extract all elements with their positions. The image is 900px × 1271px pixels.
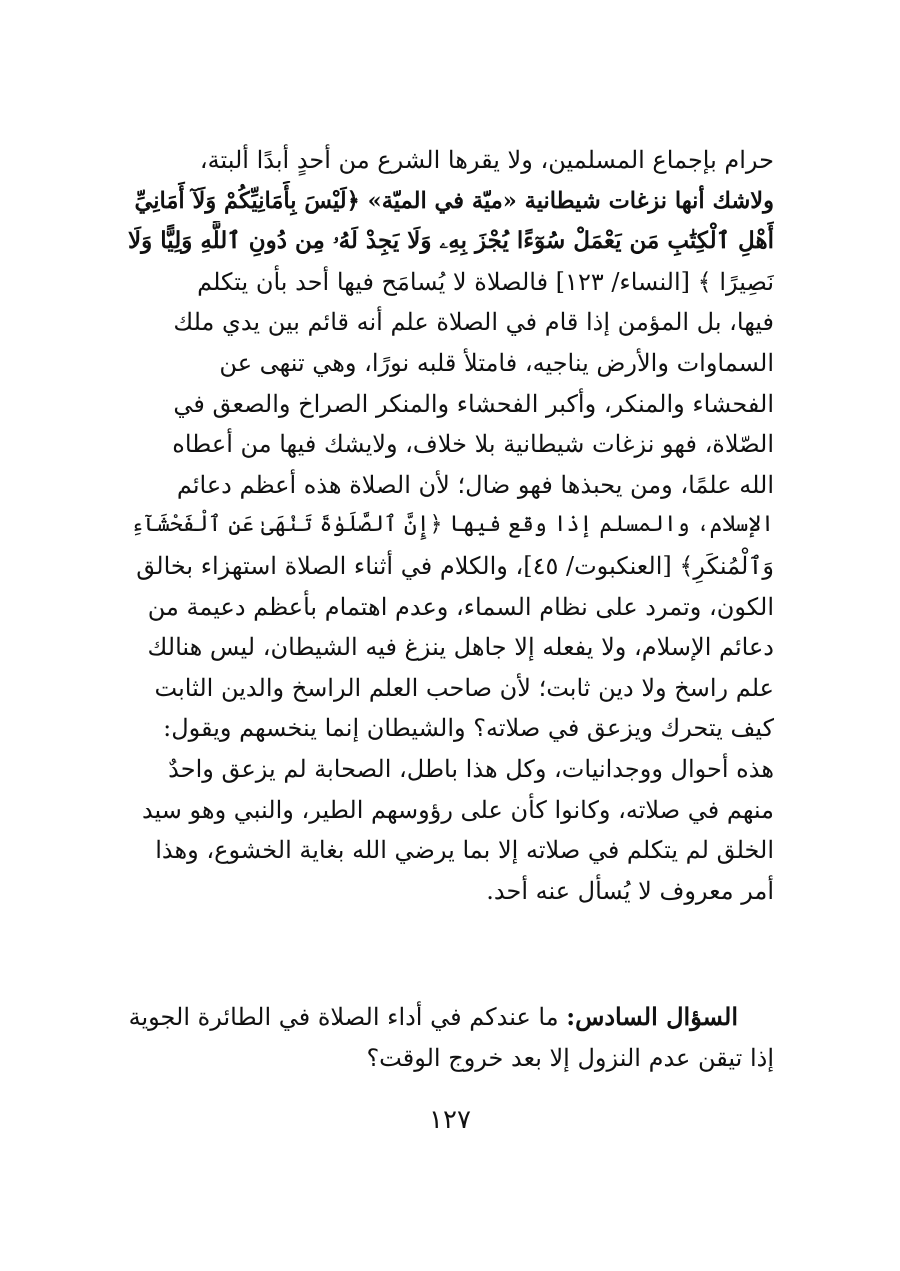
paragraph-line: الإسلام، والمسلم إذا وقع فيها ﴿إِنَّ ٱلصَّلَوٰةَ تَنْهَىٰ عَنِ ٱلْفَحْشَآءِ [130,512,774,538]
paragraph-line: منهم في صلاته، وكانوا كأن على رؤوسهم الطير، والنبي وهو سيد [141,795,774,824]
paragraph-line: الكون، وتمرد على نظام السماء، وعدم اهتمام بأعظم دعيمة من [147,592,774,621]
question-line-2: إذا تيقن عدم النزول إلا بعد خروج الوقت؟ [366,1043,774,1072]
paragraph-line: أَهْلِ ٱلْكِتَٰبِ مَن يَعْمَلْ سُوٓءًا يُجْزَ بِهِۦ وَلَا يَجِدْ لَهُۥ مِن دُونِ ٱللَّهِ وَلِيًّا وَلَا [128,227,774,255]
paragraph-line: الفحشاء والمنكر، وأكبر الفحشاء والمنكر الصراخ والصعق في [173,389,774,418]
paragraph-line: الصّلاة، فهو نزغات شيطانية بلا خلاف، ولايشك فيها من أعطاه [172,430,774,459]
paragraph-line: الله علمًا، ومن يحبذها فهو ضال؛ لأن الصلاة هذه أعظم دعائم [176,470,774,499]
paragraph-line: ولاشك أنها نزغات شيطانية «ميّة في الميّة» ﴿لَيْسَ بِأَمَانِيِّكُمْ وَلَآ أَمَانِيِّ [134,187,774,214]
paragraph-line: حرام بإجماع المسلمين، ولا يقرها الشرع من أحدٍ أبدًا ألبتة، [199,146,774,174]
paragraph-line: علم راسخ ولا دين ثابت؛ لأن صاحب العلم الراسخ والدين الثابت [154,673,774,702]
paragraph-line: هذه أحوال ووجدانيات، وكل هذا باطل، الصحابة لم يزعق واحدٌ [168,754,774,783]
paragraph-line: نَصِيرًا ﴾ [النساء/ ١٢٣] فالصلاة لا يُسامَح فيها أحد بأن يتكلم [197,267,774,296]
question-label: السؤال السادس: [566,1002,738,1031]
question-line-1 [128,997,774,1038]
paragraph-line: دعائم الإسلام، ولا يفعله إلا جاهل ينزغ فيه الشيطان، ليس هنالك [147,633,774,662]
paragraph-line: الخلق لم يتكلم في صلاته إلا بما يرضي الله بغاية الخشوع، وهذا [155,836,774,865]
page-number: ١٢٧ [429,1105,471,1135]
question-block [128,997,774,1078]
main-paragraph [128,140,774,911]
paragraph-line: أمر معروف لا يُسأل عنه أحد. [486,876,774,905]
paragraph-line: فيها، بل المؤمن إذا قام في الصلاة علم أنه قائم بين يدي ملك [173,308,774,337]
paragraph-line: السماوات والأرض يناجيه، فامتلأ قلبه نورًا، وهي تنهى عن [219,348,774,377]
paragraph-line: كيف يتحرك ويزعق في صلاته؟ والشيطان إنما ينخسهم ويقول: [163,714,774,743]
paragraph-line: وَٱلْمُنكَرِ﴾ [العنكبوت/ ٤٥]، والكلام في أثناء الصلاة استهزاء بخالق [136,551,774,580]
question-text-1: ما عندكم في أداء الصلاة في الطائرة الجوية [128,1003,567,1031]
